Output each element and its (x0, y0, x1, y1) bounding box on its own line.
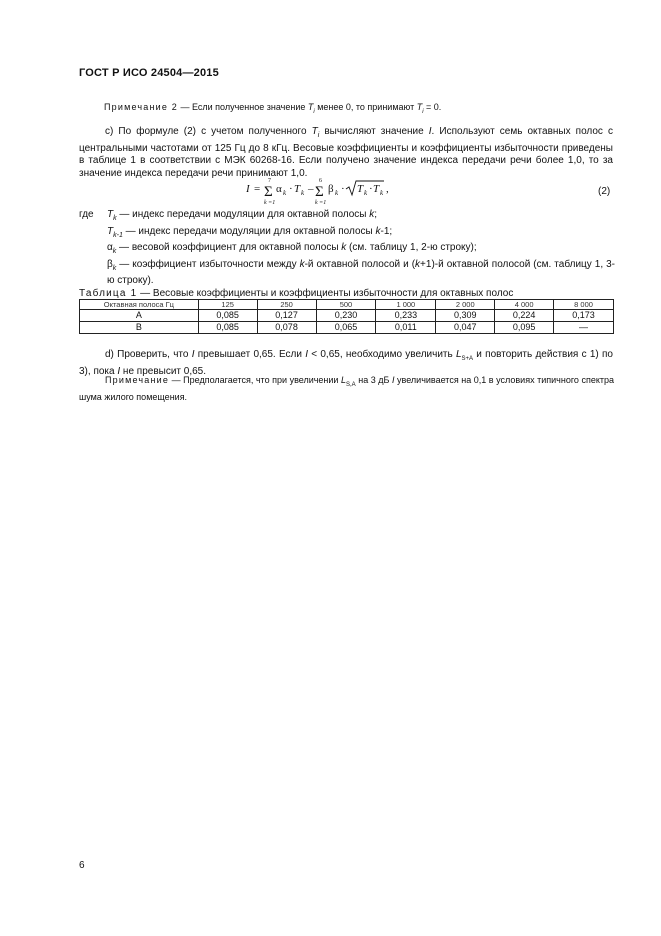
formula-sqrt-T1-sub: k (364, 189, 368, 197)
formula-T-sub: k (301, 189, 305, 197)
note-2-label: Примечание 2 (104, 102, 178, 112)
table-cell: 0,173 (554, 310, 614, 322)
table-cell: B (80, 322, 199, 334)
formula-T: T (294, 183, 301, 195)
formula-beta-sub: k (335, 189, 339, 197)
definition-tk-1: $T_{k-1}$ — индекс передачи модуляции для октавной полосы k-1; (107, 225, 393, 239)
table-1 (79, 299, 614, 334)
formula-tail: , (386, 183, 389, 195)
table-cell: 0,095 (495, 322, 554, 334)
formula-eq: = (254, 183, 261, 195)
formula-dot-1: · (289, 183, 293, 195)
formula-sum2-bot: k =1 (315, 200, 327, 206)
table-cell: 0,047 (436, 322, 495, 334)
where-word: где (79, 209, 94, 220)
table-header-cell: 2 000 (436, 300, 495, 310)
paragraph-c: c) По формуле (2) с учетом полученного $T_i$ вычисляют значение I. Используют семь октавных полос с центральными частотами от 125 Гц до 8 кГц. Весовые коэффициенты и коэффициенты избыточности приведены в таблице 1 в соответствии с МЭК 60268-16. Если получено значение индекса передачи речи более 1,0, то за значение индекса передачи речи принимают 1,0. (79, 126, 613, 179)
formula-alpha: α (276, 183, 282, 195)
table-caption: Таблица 1 — Весовые коэффициенты и коэффициенты избыточности для октавных полос (79, 288, 514, 299)
definition-beta: $\beta_k$ — коэффициент избыточности между k-й октавной полосой и (k+1)-й октавной полосой (см. таблицу 1, 3-ю строку). (107, 258, 616, 287)
definitions (79, 209, 615, 288)
formula-sum1-top: 7 (268, 178, 271, 184)
table-header-cell: 1 000 (376, 300, 436, 310)
table-cell: 0,309 (436, 310, 495, 322)
note-3: Примечание — Предполагается, что при увеличении $L_{S,A}$ на 3 дБ I увеличивается на 0,1 в условиях типичного спектра шума жилого помещения. (79, 375, 614, 402)
formula-beta: β (328, 183, 334, 195)
formula-number: (2) (598, 186, 611, 197)
table-header-cell: 8 000 (554, 300, 614, 310)
formula-sigma-1: Σ (264, 184, 273, 200)
standard-header: ГОСТ Р ИСО 24504—2015 (79, 67, 219, 79)
formula-sigma-2: Σ (315, 184, 324, 200)
page-number: 6 (79, 860, 85, 871)
table-cell: 0,065 (316, 322, 376, 334)
paragraph-d: d) Проверить, что I превышает 0,65. Если I < 0,65, необходимо увеличить $L_{S+A}$ и повторить действия с 1) по 3), пока I не превысит 0,65. (79, 349, 613, 377)
table-header-cell: Октавная полоса Гц (80, 300, 199, 310)
definition-alpha: $\alpha_k$ — весовой коэффициент для октавной полосы k (см. таблицу 1, 2-ю строку); (107, 242, 477, 256)
table-cell: — (554, 322, 614, 334)
note-2: Примечание 2 — Если полученное значение $T_i$ менее 0, то принимают $T_i = 0$. (104, 102, 442, 115)
table-cell: 0,224 (495, 310, 554, 322)
table-cell: 0,127 (257, 310, 316, 322)
table-cell: A (80, 310, 199, 322)
table-header-cell: 500 (316, 300, 376, 310)
table-row (80, 310, 614, 322)
formula-sum1-bot: k =1 (264, 200, 276, 206)
table-cell: 0,233 (376, 310, 436, 322)
table-header-cell: 250 (257, 300, 316, 310)
formula-lhs: I (246, 183, 250, 195)
formula-sum2-top: 6 (319, 178, 322, 184)
table-cell: 0,085 (198, 322, 257, 334)
formula-sqrt-T2: T (373, 183, 380, 195)
table-cell: 0,085 (198, 310, 257, 322)
table-row (80, 322, 614, 334)
formula-minus: – (308, 183, 314, 195)
table-header-cell: 125 (198, 300, 257, 310)
table-header-row (80, 300, 614, 310)
table-header-cell: 4 000 (495, 300, 554, 310)
definition-tk: где $T_k$ — индекс передачи модуляции для октавной полосы k; (79, 209, 378, 222)
formula-alpha-sub: k (283, 189, 287, 197)
formula-dot-2: · (341, 183, 345, 195)
table-cell: 0,230 (316, 310, 376, 322)
formula-dot-3: · (369, 183, 373, 195)
table-cell: 0,078 (257, 322, 316, 334)
note-3-label: Примечание (105, 375, 170, 385)
formula-sqrt-T2-sub: k (380, 189, 384, 197)
table-cell: 0,011 (376, 322, 436, 334)
formula-sqrt-T1: T (357, 183, 364, 195)
